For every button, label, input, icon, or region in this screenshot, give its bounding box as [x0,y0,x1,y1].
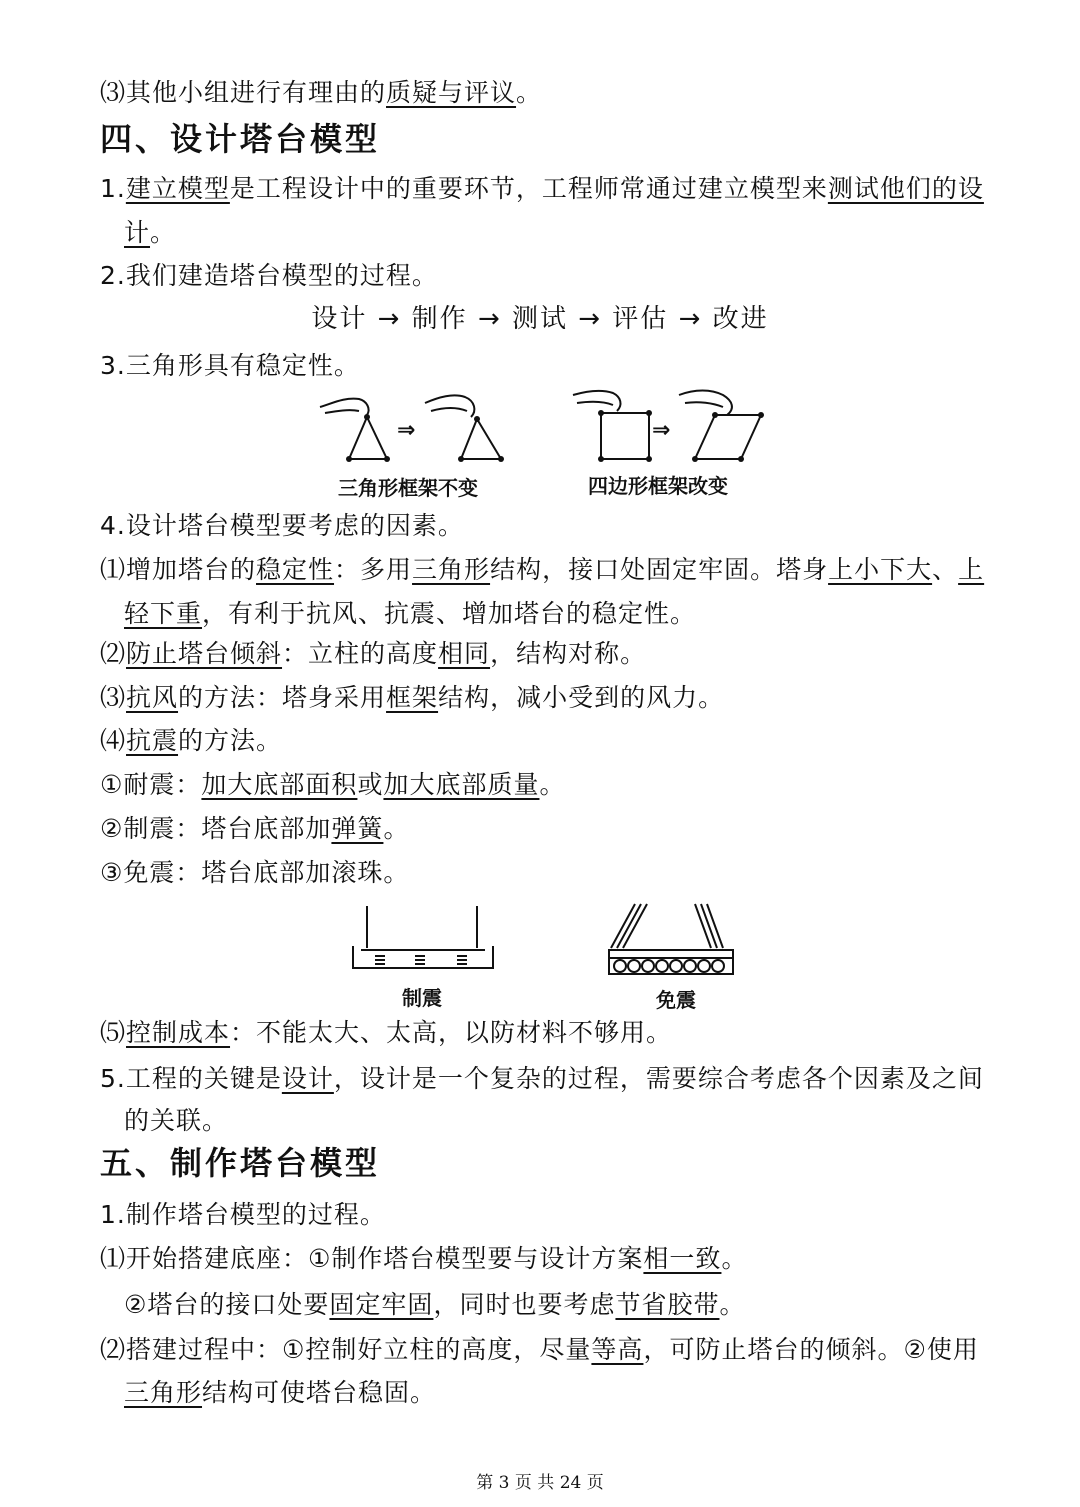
key-term: 框架 [386,683,439,712]
key-term: 三角形 [412,555,491,584]
key-term: 上小下大 [828,555,933,584]
key-term: 轻下重 [124,599,203,628]
ball-icon [712,960,724,972]
key-term: 加大底部质量 [383,770,540,799]
key-term: 质疑与评议 [386,78,517,107]
section-heading-4: 四、设计塔台模型 [100,120,381,158]
ball-icon [614,960,626,972]
square-shape [601,413,649,459]
section-heading-5: 五、制作塔台模型 [100,1144,381,1182]
key-term: 设计 [281,1064,334,1093]
line-earthquake-methods: ⑷抗震的方法。 [100,726,283,755]
line-design-factors: 4.设计塔台模型要考虑的因素。 [100,511,464,540]
caption-triangle: 三角形框架不变 [338,476,478,500]
key-term: 节省胶带 [615,1290,720,1319]
parallelogram-shape [695,415,761,459]
key-term: 相一致 [643,1244,722,1273]
line-peer-review: ⑶其他小组进行有理由的质疑与评议。 [100,78,543,107]
line-quake-isolation: ③免震：塔台底部加滚珠。 [100,858,410,887]
line-joints: ②塔台的接口处要固定牢固，同时也要考虑节省胶带。 [124,1290,746,1319]
key-term: 加大底部面积 [201,770,358,799]
ball-icon [628,960,640,972]
line-wind-resistance: ⑶抗风的方法：塔身采用框架结构，减小受到的风力。 [100,683,725,712]
line-make-process: 1.制作塔台模型的过程。 [100,1200,386,1229]
key-term: 相同 [438,639,491,668]
triangle-shape [349,417,387,459]
earthquake-figure [345,900,745,980]
spring-icon [415,956,425,964]
line-quake-control: ②制震：塔台底部加弹簧。 [100,814,410,843]
key-term: 三角形 [124,1378,203,1407]
triangle-shape [461,419,501,459]
key-term: 计 [124,218,151,247]
key-term: 等高 [591,1335,644,1364]
line-design-key-cont: 的关联。 [124,1106,229,1135]
key-term: 稳定性 [256,555,335,584]
key-term: 弹簧 [331,814,384,843]
key-term: 固定牢固 [329,1290,434,1319]
key-term: 抗震 [126,726,179,755]
page-footer: 第 3 页 共 24 页 [476,1473,604,1493]
line-stability: ⑴增加塔台的稳定性：多用三角形结构，接口处固定牢固。塔身上小下大、上 [100,555,985,584]
key-term: 控制成本 [126,1018,231,1047]
caption-ball: 免震 [656,988,696,1012]
line-cost-control: ⑸控制成本：不能太大、太高，以防材料不够用。 [100,1018,673,1047]
arrow-icon: ⇒ [652,418,671,443]
spring-icon [375,956,385,964]
key-term: 上 [958,555,985,584]
line-quake-resist: ①耐震：加大底部面积或加大底部质量。 [100,770,566,799]
ball-icon [684,960,696,972]
key-term: 抗风 [126,683,179,712]
key-term: 防止塔台倾斜 [126,639,283,668]
caption-spring: 制震 [402,986,442,1010]
line-model-importance: 1.建立模型是工程设计中的重要环节，工程师常通过建立模型来测试他们的设 [100,174,984,203]
caption-quadrilateral: 四边形框架改变 [588,474,728,498]
line-design-key: 5.工程的关键是设计，设计是一个复杂的过程，需要综合考虑各个因素及之间 [100,1064,984,1093]
arrow-icon: ⇒ [397,418,416,443]
key-term: 建立模型 [125,174,230,203]
line-building-cont: 三角形结构可使塔台稳固。 [124,1378,437,1407]
ball-icon [698,960,710,972]
line-build-process: 2.我们建造塔台模型的过程。 [100,261,438,290]
ball-icon [642,960,654,972]
line-building: ⑵搭建过程中：①控制好立柱的高度，尽量等高，可防止塔台的倾斜。②使用 [100,1335,979,1364]
line-triangle-stability: 3.三角形具有稳定性。 [100,351,360,380]
ball-icon [656,960,668,972]
line-base: ⑴开始搭建底座：①制作塔台模型要与设计方案相一致。 [100,1244,748,1273]
line-prevent-tilt: ⑵防止塔台倾斜：立柱的高度相同，结构对称。 [100,639,647,668]
spring-icon [457,956,467,964]
hand-icon [425,395,474,417]
key-term: 测试他们的设 [827,174,984,203]
stability-figure [315,385,775,465]
line-model-importance-cont: 计。 [124,218,177,247]
ball-icon [670,960,682,972]
process-flow: 设计 → 制作 → 测试 → 评估 → 改进 [311,304,769,334]
line-stability-cont: 轻下重，有利于抗风、抗震、增加塔台的稳定性。 [124,599,697,628]
